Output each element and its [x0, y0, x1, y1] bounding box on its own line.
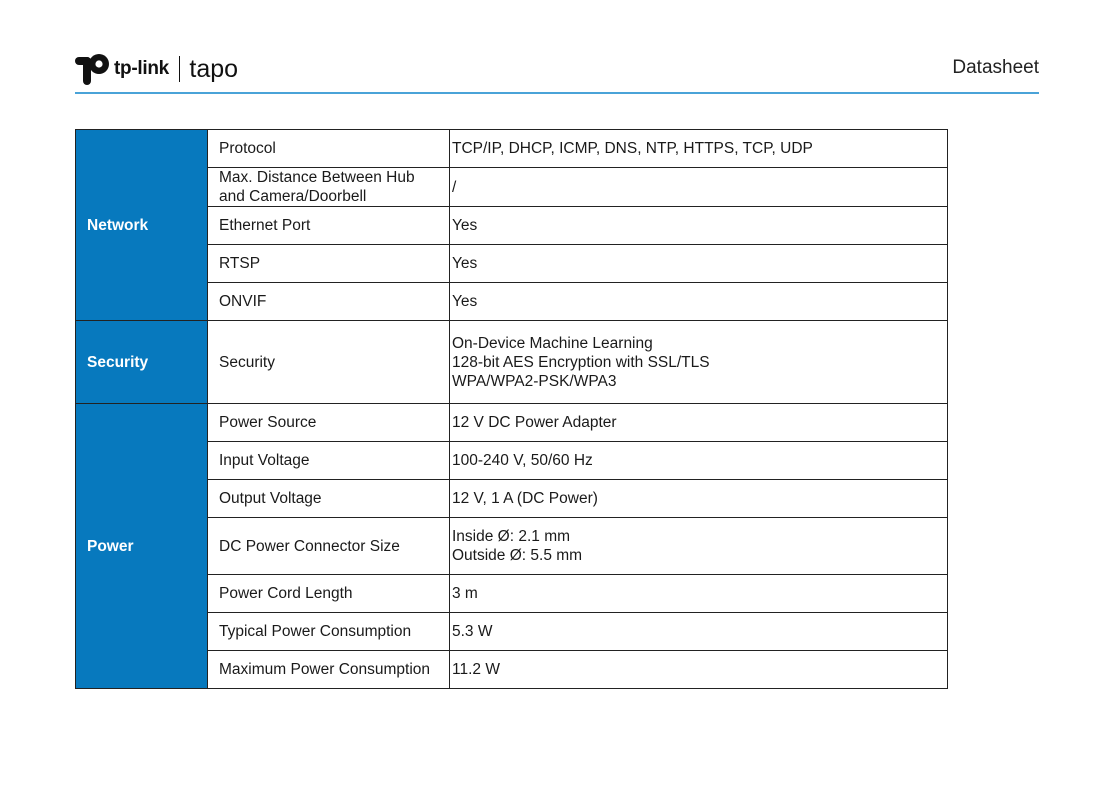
- document-type-label: Datasheet: [952, 57, 1039, 78]
- spec-label-line: Max. Distance Between Hub: [219, 169, 415, 186]
- category-security: Security: [76, 321, 208, 404]
- spec-label: Power Cord Length: [208, 575, 450, 613]
- spec-value: [450, 321, 948, 404]
- spec-label: Protocol: [208, 130, 450, 168]
- table-row: [76, 404, 948, 442]
- spec-value: [450, 518, 948, 575]
- spec-value-line: Outside Ø: 5.5 mm: [452, 547, 583, 564]
- spec-label: ONVIF: [208, 283, 450, 321]
- spec-value: 5.3 W: [450, 613, 948, 651]
- spec-value: 12 V DC Power Adapter: [450, 404, 948, 442]
- brand-divider: [179, 56, 181, 82]
- spec-value-line: WPA/WPA2-PSK/WPA3: [452, 372, 617, 390]
- spec-value-line: 128-bit AES Encryption with SSL/TLS: [452, 353, 710, 371]
- spec-label: Maximum Power Consumption: [208, 651, 450, 689]
- spec-value: 12 V, 1 A (DC Power): [450, 480, 948, 518]
- brand-tplink: tp-link: [114, 58, 169, 79]
- spec-value-line: On-Device Machine Learning: [452, 334, 653, 352]
- spec-label: Input Voltage: [208, 442, 450, 480]
- spec-label: [208, 168, 450, 207]
- spec-value: TCP/IP, DHCP, ICMP, DNS, NTP, HTTPS, TCP, UDP: [450, 130, 948, 168]
- spec-label: Security: [208, 321, 450, 404]
- spec-label: Ethernet Port: [208, 207, 450, 245]
- spec-value: Yes: [450, 283, 948, 321]
- spec-value: 100-240 V, 50/60 Hz: [450, 442, 948, 480]
- category-network: Network: [76, 130, 208, 321]
- spec-value: 11.2 W: [450, 651, 948, 689]
- spec-label: RTSP: [208, 245, 450, 283]
- brand-logo: [75, 49, 238, 89]
- spec-value: Yes: [450, 207, 948, 245]
- spec-label-line: and Camera/Doorbell: [219, 188, 367, 205]
- tp-link-logo-icon: [75, 51, 111, 87]
- spec-value: Yes: [450, 245, 948, 283]
- spec-table: [75, 129, 948, 689]
- brand-tapo: tapo: [189, 54, 239, 83]
- spec-value: 3 m: [450, 575, 948, 613]
- table-row: [76, 321, 948, 404]
- spec-value: /: [450, 168, 948, 207]
- spec-label: Power Source: [208, 404, 450, 442]
- category-power: Power: [76, 404, 208, 689]
- table-row: [76, 130, 948, 168]
- spec-value-line: Inside Ø: 2.1 mm: [452, 528, 571, 545]
- spec-label: Typical Power Consumption: [208, 613, 450, 651]
- page-header: [75, 44, 1039, 94]
- spec-label: Output Voltage: [208, 480, 450, 518]
- spec-label: DC Power Connector Size: [208, 518, 450, 575]
